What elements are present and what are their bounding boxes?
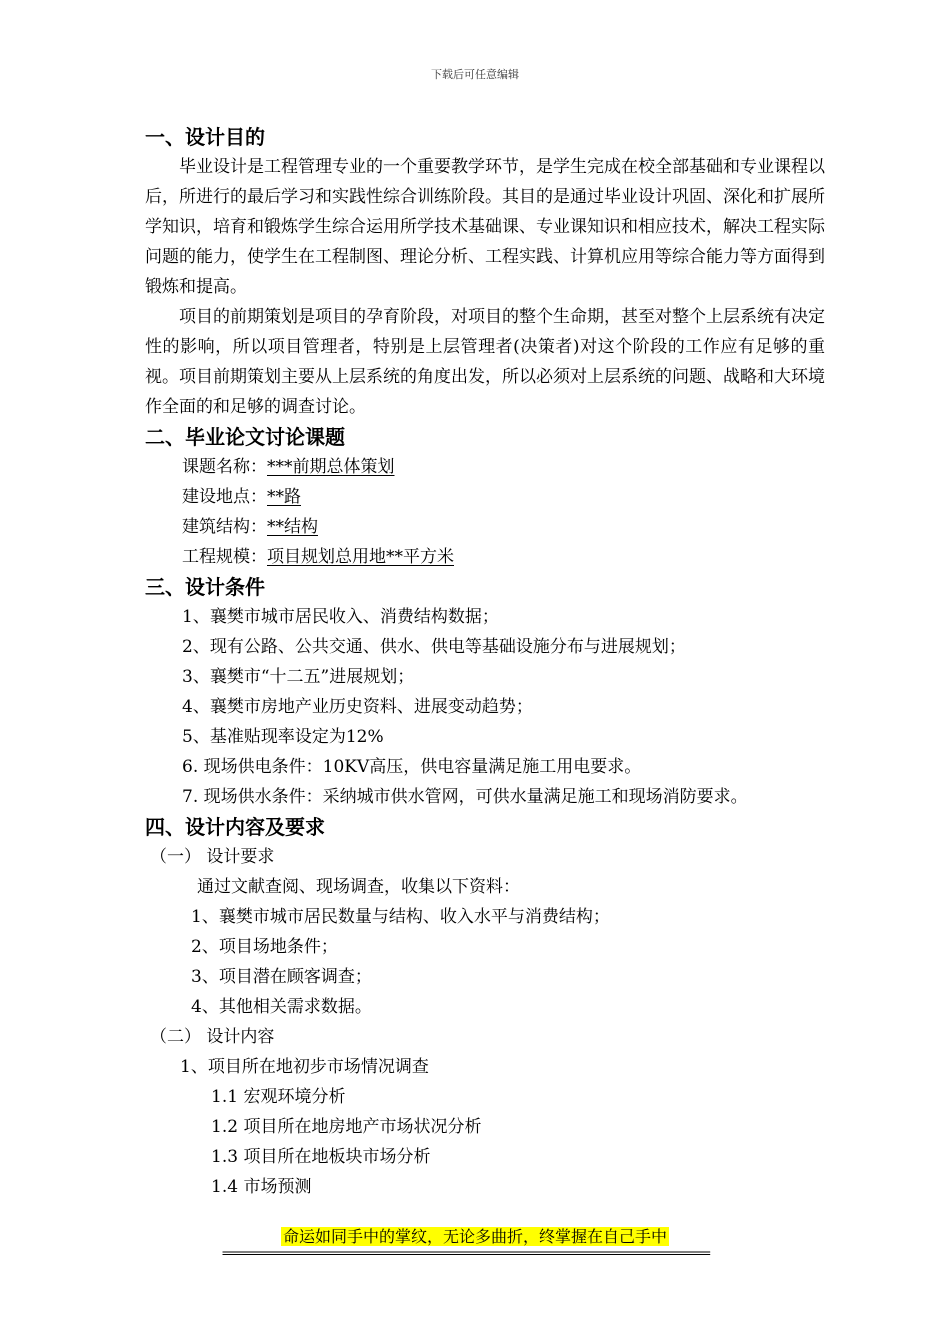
condition-item: 7. 现场供水条件：采纳城市供水管网，可供水量满足施工和现场消防要求。 xyxy=(182,787,748,807)
requirement-item: 2、项目场地条件； xyxy=(191,937,338,957)
topic-row xyxy=(145,452,825,482)
condition-item: 2、现有公路、公共交通、供水、供电等基础设施分布与进展规划； xyxy=(182,637,686,657)
header-note: 下载后可任意编辑 xyxy=(431,68,519,81)
requirement-item: 1、襄樊市城市居民数量与结构、收入水平与消费结构； xyxy=(191,907,610,927)
document-body xyxy=(145,122,825,1202)
structure-value: **结构 xyxy=(267,517,318,537)
section-1-paragraph-1: 毕业设计是工程管理专业的一个重要教学环节，是学生完成在校全部基础和专业课程以后，所进行的最后学习和实践性综合训练阶段。其目的是通过毕业设计巩固、深化和扩展所学知识，培育和锻炼学生综合运用所学技术基础课、专业课知识和相应技术，解决工程实际问题的能力，使学生在工程制图、理论分析、工程实践、计算机应用等综合能力等方面得到锻炼和提高。 xyxy=(145,157,825,297)
topic-value: ***前期总体策划 xyxy=(267,457,395,477)
section-3-title: 三、设计条件 xyxy=(145,575,265,599)
section-1-paragraph-2: 项目的前期策划是项目的孕育阶段，对项目的整个生命期，甚至对整个上层系统有决定性的影响，所以项目管理者，特别是上层管理者(决策者)对这个阶段的工作应有足够的重视。项目前期策划主要从上层系统的角度出发，所以必须对上层系统的问题、战略和大环境作全面的和足够的调查讨论。 xyxy=(145,307,825,417)
section-4-title: 四、设计内容及要求 xyxy=(145,815,325,839)
requirement-item: 3、项目潜在顾客调查； xyxy=(191,967,372,987)
content-subitem: 1.4 市场预测 xyxy=(211,1177,312,1197)
structure-label: 建筑结构： xyxy=(182,517,267,537)
condition-item: 3、襄樊市“十二五”进展规划； xyxy=(182,667,415,687)
section-1-title: 一、设计目的 xyxy=(145,125,265,149)
content-subitem: 1.1 宏观环境分析 xyxy=(211,1087,346,1107)
condition-item: 4、襄樊市房地产业历史资料、进展变动趋势； xyxy=(182,697,533,717)
condition-item: 5、基准贴现率设定为12% xyxy=(182,727,384,747)
subsection-1-title: （一） 设计要求 xyxy=(150,847,275,867)
content-subitem: 1.2 项目所在地房地产市场状况分析 xyxy=(211,1117,482,1137)
content-item: 1、项目所在地初步市场情况调查 xyxy=(180,1057,429,1077)
subsection-2-title: （二） 设计内容 xyxy=(150,1027,275,1047)
scale-label: 工程规模： xyxy=(182,547,267,567)
requirement-item: 4、其他相关需求数据。 xyxy=(191,997,372,1017)
section-2-title: 二、毕业论文讨论课题 xyxy=(145,425,345,449)
topic-label: 课题名称： xyxy=(182,457,267,477)
subsection-1-intro: 通过文献查阅、现场调查，收集以下资料： xyxy=(197,877,520,897)
scale-value: 项目规划总用地**平方米 xyxy=(267,547,454,567)
content-subitem: 1.3 项目所在地板块市场分析 xyxy=(211,1147,431,1167)
scale-row xyxy=(145,542,825,572)
footer-motto-text: 命运如同手中的掌纹，无论多曲折，终掌握在自己手中 xyxy=(282,1227,667,1246)
condition-item: 6. 现场供电条件：10KV高压，供电容量满足施工用电要求。 xyxy=(182,757,642,777)
site-row xyxy=(145,482,825,512)
site-value: **路 xyxy=(267,487,301,507)
structure-row xyxy=(145,512,825,542)
condition-item: 1、襄樊市城市居民收入、消费结构数据； xyxy=(182,607,499,627)
footer-motto xyxy=(0,1226,950,1248)
site-label: 建设地点： xyxy=(182,487,267,507)
footer-rule: ====================================================================================== xyxy=(222,1246,710,1260)
